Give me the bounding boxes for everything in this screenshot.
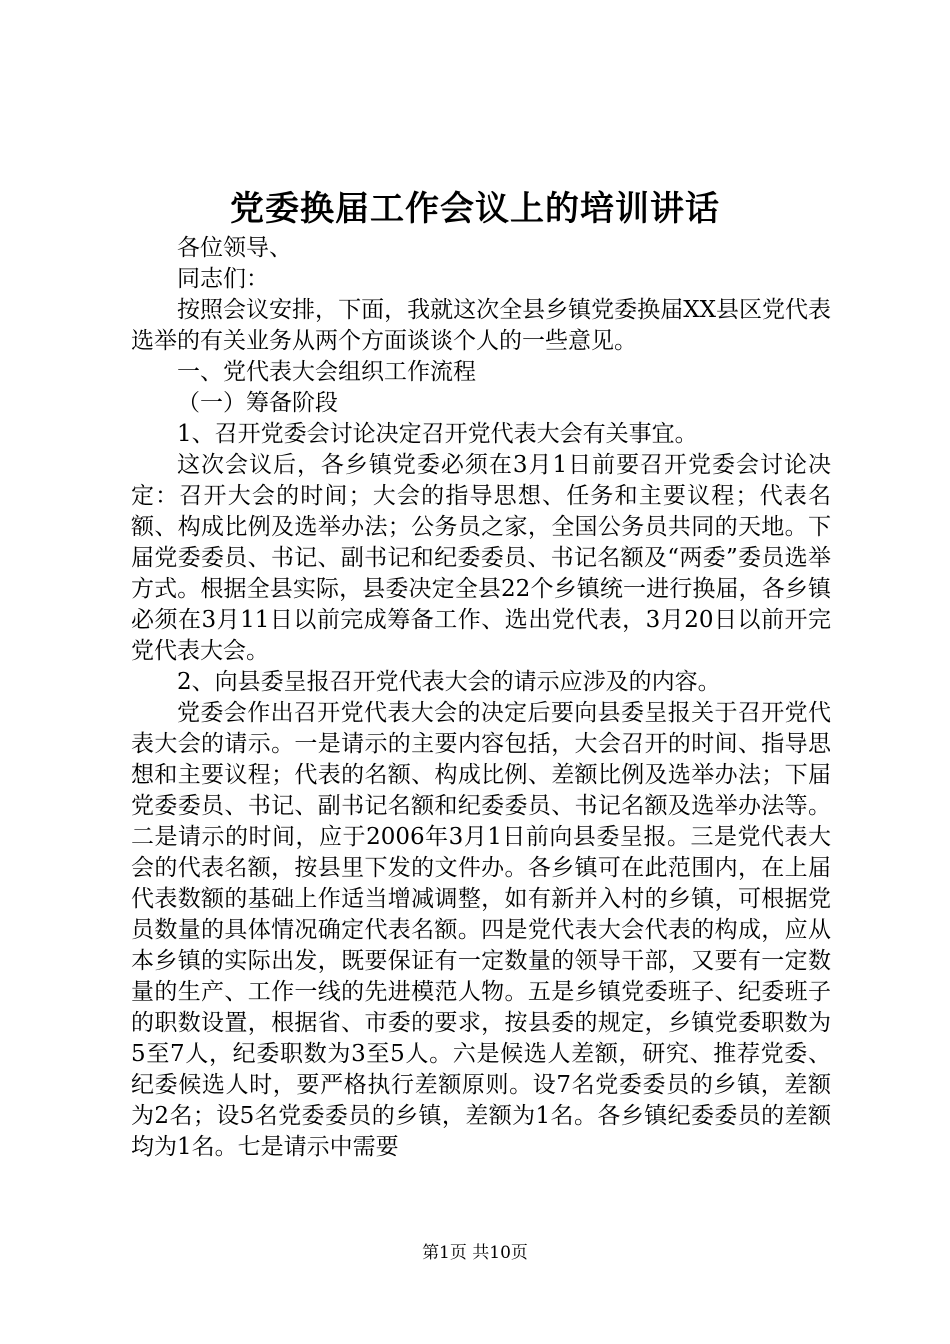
page-footer: 第1页 共10页 [422,1243,528,1263]
paragraph-intro: 按照会议安排，下面，我就这次全县乡镇党委换届XX县区党代表选举的有关业务从两个方面谈谈个人的一些意见。 [131,297,831,354]
paragraph-salutation-comrades: 同志们： [177,266,269,292]
section-heading-1: 一、党代表大会组织工作流程 [177,359,476,385]
subsection-heading-1: （一）筹备阶段 [177,390,338,416]
document-title: 党委换届工作会议上的培训讲话 [230,189,720,229]
document-body [131,233,831,1163]
paragraph-item-1: 这次会议后，各乡镇党委必须在3月1日前要召开党委会讨论决定：召开大会的时间；大会的指导思想、任务和主要议程；代表名额、构成比例及选举办法；公务员之家，全国公务员共同的天地。下届党委委员、书记、副书记和纪委委员、书记名额及“两委”委员选举方式。根据全县实际，县委决定全县22个乡镇统一进行换届，各乡镇必须在3月11日以前完成筹备工作、选出党代表，3月20日以前开完党代表大会。 [131,452,831,664]
paragraph-salutation-leaders: 各位领导、 [177,235,292,261]
item-heading-1: 1、召开党委会讨论决定召开党代表大会有关事宜。 [177,421,698,447]
item-heading-2: 2、向县委呈报召开党代表大会的请示应涉及的内容。 [177,669,721,695]
paragraph-item-2: 党委会作出召开党代表大会的决定后要向县委呈报关于召开党代表大会的请示。一是请示的主要内容包括，大会召开的时间、指导思想和主要议程；代表的名额、构成比例、差额比例及选举办法；下届党委委员、书记、副书记名额和纪委委员、书记名额及选举办法等。二是请示的时间，应于2006年3月1日前向县委呈报。三是党代表大会的代表名额，按县里下发的文件办。各乡镇可在此范围内，在上届代表数额的基础上作适当增减调整，如有新并入村的乡镇，可根据党员数量的具体情况确定代表名额。四是党代表大会代表的构成，应从本乡镇的实际出发，既要保证有一定数量的领导干部，又要有一定数量的生产、工作一线的先进模范人物。五是乡镇党委班子、纪委班子的职数设置，根据省、市委的要求，按县委的规定，乡镇党委职数为5至7人，纪委职数为3至5人。六是候选人差额，研究、推荐党委、纪委候选人时，要严格执行差额原则。设7名党委委员的乡镇，差额为2名；设5名党委委员的乡镇，差额为1名。各乡镇纪委委员的差额均为1名。七是请示中需要 [131,700,831,1160]
